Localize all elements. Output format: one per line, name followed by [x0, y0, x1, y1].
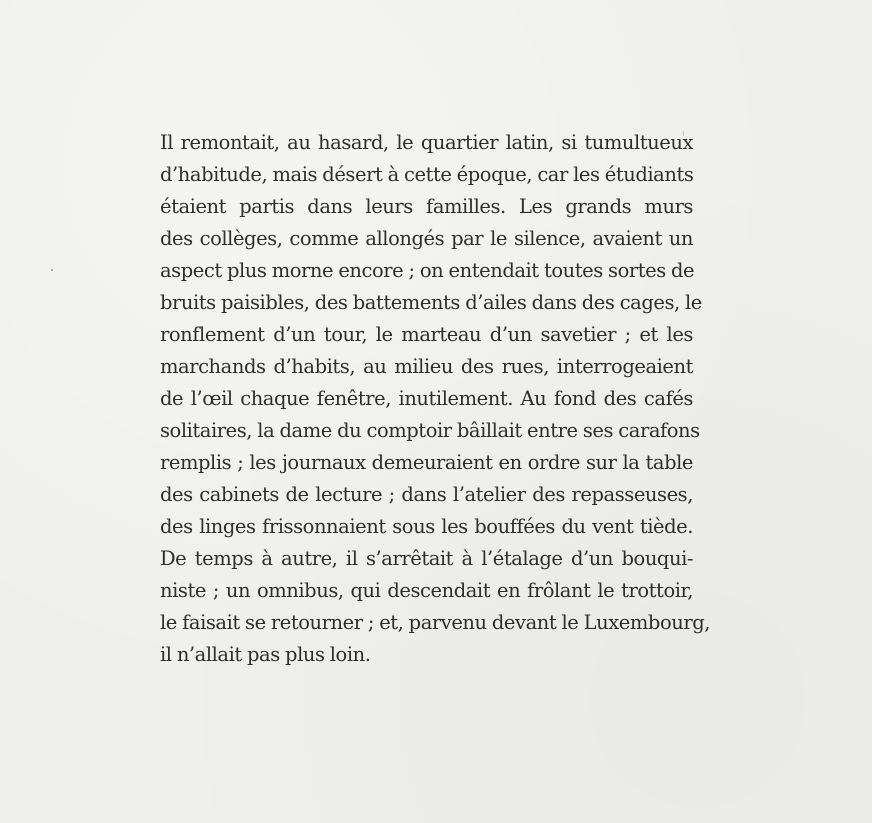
paragraph-line: niste ; un omnibus, qui descendait en frôlant le trottoir,	[160, 579, 693, 602]
paragraph-line: étaient partis dans leurs familles. Les grands murs	[160, 195, 693, 218]
paragraph-line: des cabinets de lecture ; dans l’atelier des repasseuses,	[160, 483, 693, 506]
paragraph-line: marchands d’habits, au milieu des rues, interrogeaient	[160, 355, 693, 378]
paragraph-line: bruits paisibles, des battements d’ailes dans des cages, le	[160, 291, 702, 314]
paper-speck	[51, 269, 53, 271]
paragraph-line: de l’œil chaque fenêtre, inutilement. Au fond des cafés	[160, 387, 693, 410]
paragraph-line: De temps à autre, il s’arrêtait à l’étalage d’un bouqui-	[160, 547, 693, 570]
paragraph-line: Il remontait, au hasard, le quartier latin, si tumultueux	[160, 131, 693, 154]
paragraph-line: ronflement d’un tour, le marteau d’un savetier ; et les	[160, 323, 693, 346]
paragraph-line: d’habitude, mais désert à cette époque, car les étudiants	[160, 163, 694, 186]
paragraph-line: des linges frissonnaient sous les bouffées du vent tiède.	[160, 515, 693, 538]
paragraph-line: solitaires, la dame du comptoir bâillait entre ses carafons	[160, 419, 700, 442]
paragraph-line: aspect plus morne encore ; on entendait toutes sortes de	[160, 259, 695, 282]
paragraph	[160, 127, 710, 671]
paragraph-line: des collèges, comme allongés par le silence, avaient un	[160, 227, 693, 250]
paragraph-line: il n’allait pas plus loin.	[160, 643, 371, 666]
paragraph-line: le faisait se retourner ; et, parvenu devant le Luxembourg,	[160, 611, 710, 634]
paragraph-line: remplis ; les journaux demeuraient en ordre sur la table	[160, 451, 693, 474]
